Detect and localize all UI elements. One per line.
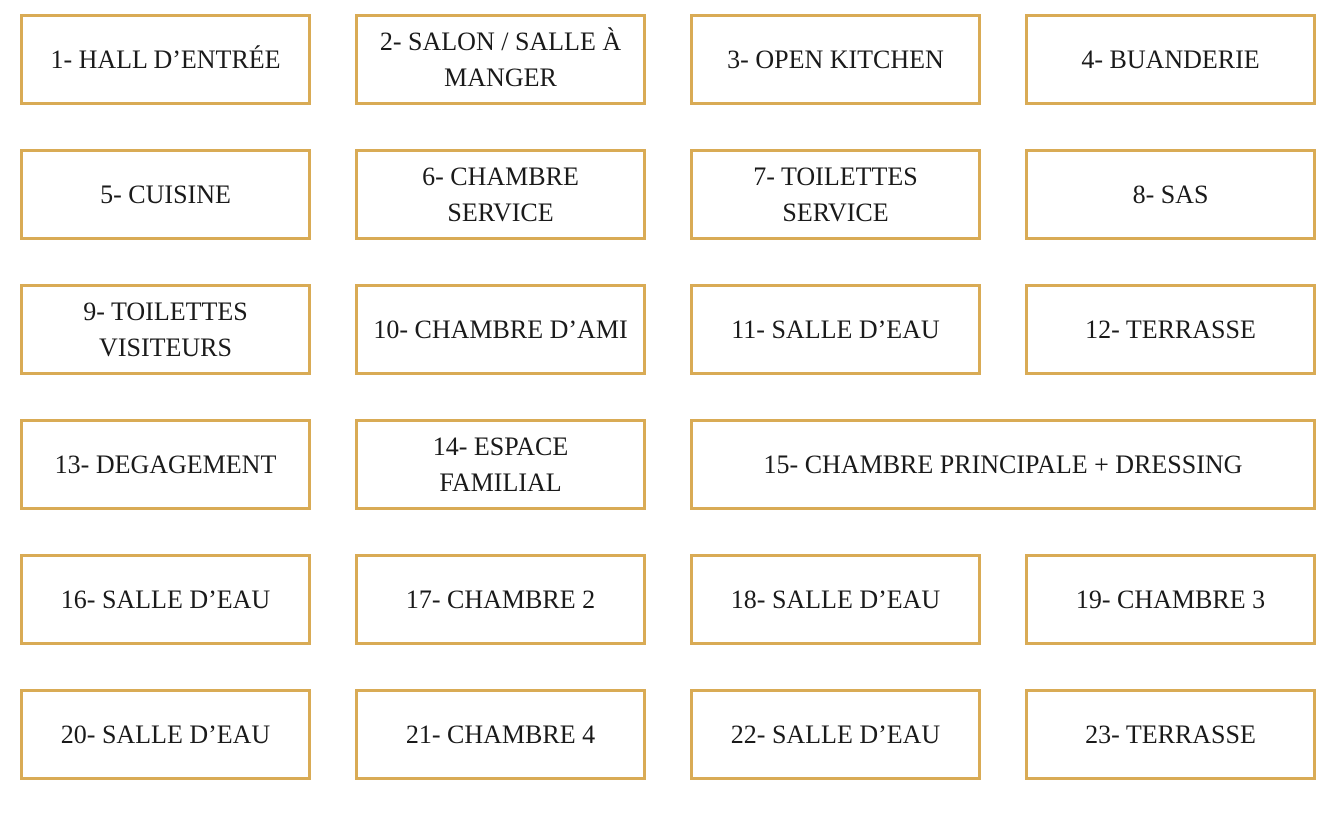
room-box-chambre-4 bbox=[355, 689, 646, 780]
room-label: 21- CHAMBRE 4 bbox=[405, 719, 596, 749]
room-box-open-kitchen bbox=[690, 14, 981, 105]
room-box-salle-eau-20 bbox=[20, 689, 311, 780]
room-box-chambre-2 bbox=[355, 554, 646, 645]
room-label: 18- SALLE D’EAU bbox=[730, 584, 941, 614]
room-label: 2- SALON / SALLE À MANGER bbox=[379, 26, 622, 92]
room-box-chambre-3 bbox=[1025, 554, 1316, 645]
room-box-salle-eau-11 bbox=[690, 284, 981, 375]
room-box-buanderie bbox=[1025, 14, 1316, 105]
room-box-salle-eau-16 bbox=[20, 554, 311, 645]
room-label: 7- TOILETTES SERVICE bbox=[753, 161, 918, 227]
room-box-toilettes-service bbox=[690, 149, 981, 240]
room-box-sas bbox=[1025, 149, 1316, 240]
room-label-grid bbox=[20, 14, 1318, 780]
room-box-toilettes-visiteurs bbox=[20, 284, 311, 375]
room-label: 10- CHAMBRE D’AMI bbox=[373, 314, 628, 344]
room-box-chambre-ami bbox=[355, 284, 646, 375]
room-label: 13- DEGAGEMENT bbox=[54, 449, 277, 479]
room-box-chambre-service bbox=[355, 149, 646, 240]
room-label: 1- HALL D’ENTRÉE bbox=[50, 44, 281, 74]
room-label: 4- BUANDERIE bbox=[1081, 44, 1260, 74]
room-box-degagement bbox=[20, 419, 311, 510]
room-label: 20- SALLE D’EAU bbox=[60, 719, 271, 749]
room-label: 8- SAS bbox=[1132, 179, 1209, 209]
room-label: 6- CHAMBRE SERVICE bbox=[422, 161, 579, 227]
room-label: 12- TERRASSE bbox=[1085, 314, 1256, 344]
room-box-salon-salle-a-manger bbox=[355, 14, 646, 105]
room-box-salle-eau-18 bbox=[690, 554, 981, 645]
room-box-hall-entree bbox=[20, 14, 311, 105]
room-label: 22- SALLE D’EAU bbox=[730, 719, 941, 749]
room-label: 23- TERRASSE bbox=[1085, 719, 1256, 749]
room-label: 5- CUISINE bbox=[100, 179, 231, 209]
room-label: 14- ESPACE FAMILIAL bbox=[432, 431, 569, 497]
room-label: 17- CHAMBRE 2 bbox=[405, 584, 596, 614]
room-box-chambre-principale-dressing bbox=[690, 419, 1316, 510]
room-box-cuisine bbox=[20, 149, 311, 240]
room-label: 16- SALLE D’EAU bbox=[60, 584, 271, 614]
room-label: 15- CHAMBRE PRINCIPALE + DRESSING bbox=[763, 449, 1243, 479]
room-box-terrasse-23 bbox=[1025, 689, 1316, 780]
room-label: 9- TOILETTES VISITEURS bbox=[83, 296, 248, 362]
room-box-salle-eau-22 bbox=[690, 689, 981, 780]
room-label: 11- SALLE D’EAU bbox=[731, 314, 940, 344]
room-box-terrasse-12 bbox=[1025, 284, 1316, 375]
room-box-espace-familial bbox=[355, 419, 646, 510]
room-label: 3- OPEN KITCHEN bbox=[727, 44, 944, 74]
room-label: 19- CHAMBRE 3 bbox=[1075, 584, 1266, 614]
